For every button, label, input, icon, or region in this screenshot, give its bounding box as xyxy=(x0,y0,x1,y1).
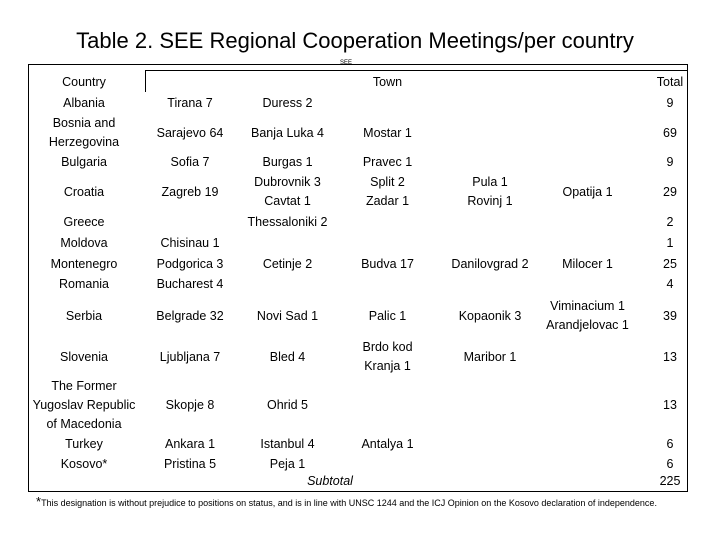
table-cell-total: 39 xyxy=(663,308,677,323)
table-cell-c5: Milocer 1 xyxy=(562,256,613,271)
table-cell-c1: Bucharest 4 xyxy=(156,276,224,291)
table-cell-country: The Former xyxy=(51,378,117,393)
table-cell-country: Romania xyxy=(58,276,110,291)
table-cell-c3: Split 2 xyxy=(370,175,405,189)
table-cell-c4: Maribor 1 xyxy=(463,349,517,364)
table-cell-country: Albania xyxy=(63,95,105,110)
header-total: Total xyxy=(656,75,684,89)
table-cell-c3: Palic 1 xyxy=(368,308,407,323)
table-cell-country: Kosovo* xyxy=(60,456,108,471)
table-cell-total: 6 xyxy=(666,456,674,471)
table-cell-country: Bosnia and xyxy=(52,116,116,130)
table-cell-c4: Pula 1 xyxy=(472,175,508,189)
table-cell-country: Herzegovina xyxy=(48,135,120,149)
table-cell-country: Turkey xyxy=(65,436,103,451)
header-country: Country xyxy=(62,75,106,89)
footnote-star: * xyxy=(36,494,42,509)
table-cell-c1: Ljubljana 7 xyxy=(159,349,221,364)
table-cell-c4: Kopaonik 3 xyxy=(458,308,522,323)
see-label: SEE xyxy=(340,60,353,66)
table-cell-c3: Kranja 1 xyxy=(364,359,411,373)
table-cell-country: Greece xyxy=(63,214,105,229)
table-cell-total: 13 xyxy=(663,397,677,412)
table-cell-c2: Peja 1 xyxy=(269,456,306,471)
table-cell-c2: Cetinje 2 xyxy=(262,256,313,271)
table-cell-country: Montenegro xyxy=(50,256,118,271)
table-cell-c1: Ankara 1 xyxy=(164,436,216,451)
table-cell-c2: Burgas 1 xyxy=(262,154,313,169)
table-cell-c2: Dubrovnik 3 xyxy=(254,175,321,189)
table-cell-c3: Zadar 1 xyxy=(365,194,410,208)
table-cell-c3: Budva 17 xyxy=(361,256,414,271)
table-cell-total: 4 xyxy=(666,276,674,291)
table-cell-c1: Podgorica 3 xyxy=(156,256,224,271)
table-cell-c2: Novi Sad 1 xyxy=(256,308,319,323)
table-cell-country: of Macedonia xyxy=(46,416,122,431)
header-divider-vertical xyxy=(145,70,146,92)
table-cell-total: 13 xyxy=(663,349,677,364)
table-cell-c2: Banja Luka 4 xyxy=(251,125,324,140)
subtotal-label: Subtotal xyxy=(307,474,353,488)
table-cell-c1: Sarajevo 64 xyxy=(156,125,224,140)
table-cell-c1: Skopje 8 xyxy=(165,397,215,412)
table-cell-c1: Belgrade 32 xyxy=(156,308,224,323)
table-cell-c2: Istanbul 4 xyxy=(260,436,315,451)
table-cell-c1: Zagreb 19 xyxy=(161,184,219,199)
table-cell-total: 9 xyxy=(666,154,674,169)
table-cell-total: 29 xyxy=(663,184,677,199)
table-cell-country: Croatia xyxy=(63,184,105,199)
table-cell-c5: Viminacium 1 xyxy=(550,299,625,313)
footnote xyxy=(36,496,696,509)
table-cell-c4: Rovinj 1 xyxy=(467,194,513,208)
page-title: Table 2. SEE Regional Cooperation Meetings/per country xyxy=(76,28,634,53)
table-cell-country: Serbia xyxy=(65,308,103,323)
table-cell-c2: Ohrid 5 xyxy=(267,397,308,412)
footnote-text: This designation is without prejudice to positions on status, and is in line with UNSC 1244 and the ICJ Opinion on the Kosovo declaration of independence. xyxy=(41,498,657,508)
table-cell-total: 1 xyxy=(666,235,674,250)
table-cell-c2: Thessaloniki 2 xyxy=(247,214,328,229)
table-cell-c2: Bled 4 xyxy=(269,349,306,364)
header-divider xyxy=(145,70,687,71)
table-cell-c5: Arandjelovac 1 xyxy=(546,318,629,332)
table-cell-total: 2 xyxy=(666,214,674,229)
table-cell-c2: Duress 2 xyxy=(262,95,313,110)
table-cell-total: 25 xyxy=(663,256,677,271)
table-cell-c1: Sofia 7 xyxy=(170,154,210,169)
table-cell-c1: Pristina 5 xyxy=(163,456,217,471)
table-cell-c3: Antalya 1 xyxy=(361,436,414,451)
table-cell-c3: Mostar 1 xyxy=(363,125,412,140)
table-cell-c4: Danilovgrad 2 xyxy=(451,256,529,271)
grand-total: 225 xyxy=(659,474,681,488)
table-cell-c1: Tirana 7 xyxy=(167,95,213,110)
table-cell-total: 69 xyxy=(663,125,677,140)
table-cell-total: 9 xyxy=(666,95,674,110)
table-cell-country: Slovenia xyxy=(60,349,108,364)
table-cell-country: Bulgaria xyxy=(61,154,107,169)
table-cell-c3: Pravec 1 xyxy=(362,154,413,169)
table-cell-c5: Opatija 1 xyxy=(562,184,613,199)
table-cell-country: Yugoslav Republic xyxy=(32,397,136,412)
table-cell-c2: Cavtat 1 xyxy=(264,194,311,208)
table-cell-country: Moldova xyxy=(60,235,108,250)
table-cell-c1: Chisinau 1 xyxy=(160,235,220,250)
table-cell-total: 6 xyxy=(666,436,674,451)
table-cell-c3: Brdo kod xyxy=(362,340,413,354)
header-town: Town xyxy=(372,75,403,89)
